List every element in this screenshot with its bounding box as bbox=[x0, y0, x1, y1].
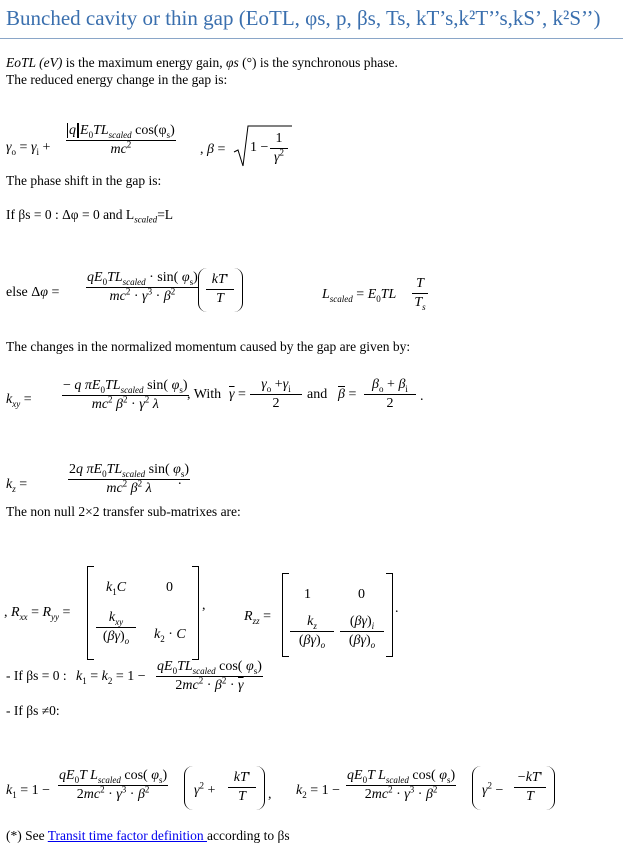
else-delta-phi: else Δφ = bbox=[6, 285, 60, 300]
period-2: . bbox=[178, 473, 182, 488]
rxx-right-bracket bbox=[192, 566, 199, 660]
eq-beta-one: 1 − bbox=[250, 140, 269, 155]
scaled-subscript: scaled bbox=[134, 214, 158, 225]
k1-left-paren bbox=[184, 766, 193, 810]
period-1: . bbox=[420, 389, 424, 404]
k2-lhs: $k_2 = 1$ − bbox=[296, 783, 341, 800]
beta-bar-fraction: $\beta_o + \beta_i$ 2 bbox=[364, 377, 416, 412]
k1-right-paren bbox=[256, 766, 265, 810]
page-title: Bunched cavity or thin gap (EoTL, φs, p, βs, Ts, kT’s,k²T’’s,kS’, k²S’’) bbox=[6, 6, 601, 30]
rzz-lhs: $R_{zz}$ = bbox=[244, 609, 271, 626]
intro-line-1 bbox=[6, 55, 398, 71]
k2-left-paren bbox=[472, 766, 481, 810]
rxx-lhs: , $R_{xx} = R_{yy}$ = bbox=[4, 605, 71, 622]
rxx-kxy-fraction: $k_{xy}$ $(\beta\gamma)_o$ bbox=[96, 610, 136, 645]
title-divider bbox=[0, 38, 623, 39]
rzz-zero: 0 bbox=[358, 587, 365, 602]
rxx-left-bracket bbox=[87, 566, 94, 660]
if-beta-zero-line bbox=[6, 207, 173, 223]
kt-prime-fraction: kT' T bbox=[206, 272, 234, 307]
footer-note bbox=[6, 828, 290, 844]
delta-phi-fraction: $qE_0TL_{scaled} \cdot \sin$( $\varphi_s$) $mc^2 \cdot \gamma^3 \cdot \beta^2$ bbox=[87, 270, 198, 304]
k1-kt-fraction: kT' T bbox=[228, 770, 256, 805]
if-beta-zero-end: =L bbox=[157, 207, 174, 222]
k2-fraction: $qE_0T$ $L_{scaled}$ cos( $\varphi_s$) $2mc^2 \cdot \gamma^3 \cdot \beta^2$ bbox=[347, 768, 456, 802]
rzz-betagamma-fraction: $(\beta\gamma)_i$ $(\beta\gamma)_o$ bbox=[340, 614, 384, 649]
momentum-text: The changes in the normalized momentum caused by the gap are given by: bbox=[6, 339, 411, 354]
k1-fraction: $qE_0T$ $L_{scaled}$ cos( $\varphi_s$) $2mc^2 \cdot \gamma^3 \cdot \beta^2$ bbox=[59, 768, 168, 802]
rzz-kz-fraction: $k_z$ $(\beta\gamma)_o$ bbox=[290, 614, 334, 649]
beta-bar-lhs: $\overline{\beta}$ = bbox=[338, 387, 357, 402]
if-beta-zero-text: If βs = 0 : Δφ = 0 and L bbox=[6, 207, 135, 222]
k1k2-fraction: $qE_0TL_{scaled}$ cos( $\varphi_s$) $2mc^2 \cdot \beta^2 \cdot \overline{\gamma}$ bbox=[157, 659, 262, 693]
and-label: and bbox=[307, 387, 328, 402]
rxx-zero: 0 bbox=[166, 580, 173, 595]
intro-end: (°) is the synchronous phase. bbox=[238, 55, 398, 70]
comma-2: , bbox=[268, 787, 272, 802]
transit-time-factor-link[interactable]: Transit time factor definition bbox=[47, 828, 207, 843]
phase-shift-text: The phase shift in the gap is: bbox=[6, 173, 162, 188]
k2-gamma-sq: $\gamma^2$ − bbox=[482, 780, 504, 798]
if-bs-nonzero-label: - If βs ≠0: bbox=[6, 703, 60, 718]
k1-gamma-sq: $\gamma^2$ + bbox=[194, 780, 216, 798]
intro-line-2: The reduced energy change in the gap is: bbox=[6, 72, 228, 87]
footer-prefix: (*) See bbox=[6, 828, 48, 843]
footer-suffix: according to βs bbox=[206, 828, 290, 843]
intro-text: is the maximum energy gain, bbox=[62, 55, 226, 70]
else-label: else bbox=[6, 285, 28, 300]
if-bs0-label: - If βs = 0 : bbox=[6, 668, 67, 683]
kz-fraction: 2q $\pi E_0TL_{scaled}$ sin( $\varphi_s$) $mc^2$ $\beta^2$ λ bbox=[69, 462, 190, 496]
eq-gamma-lhs: $\gamma_o = \gamma_i$ + bbox=[6, 140, 51, 157]
t-over-ts-fraction: T $T_s$ bbox=[412, 276, 428, 311]
k1-lhs: $k_1 = 1$ − bbox=[6, 783, 51, 800]
with-label: , With bbox=[187, 387, 222, 402]
k2-kt-fraction: −kT' T bbox=[514, 770, 546, 805]
eq-gamma-fraction: q $E_0TL_{scaled}$ $\cos(\varphi_s)$ $mc^2$ bbox=[66, 123, 176, 158]
k1k2-lhs: $k_1 = k_2 = 1$ − bbox=[76, 669, 146, 686]
gamma-bar-fraction: $\gamma_o +\gamma_i$ 2 bbox=[250, 377, 302, 412]
rxx-k2c: $k_2 \cdot C$ bbox=[154, 627, 186, 644]
rzz-left-bracket bbox=[282, 573, 289, 657]
kz-lhs: $k_z$ = bbox=[6, 477, 28, 494]
rzz-one: 1 bbox=[304, 587, 311, 602]
k2-right-paren bbox=[546, 766, 555, 810]
right-paren bbox=[234, 268, 243, 312]
eq-beta-fraction: 1 $\gamma^2$ bbox=[270, 131, 288, 166]
rxx-k1c: $k_1C$ bbox=[106, 580, 127, 597]
kxy-lhs: $k_{xy}$ = bbox=[6, 392, 32, 409]
phi-s-variable: φs bbox=[225, 55, 239, 70]
gamma-bar-lhs: $\overline{\gamma}$ = bbox=[229, 387, 246, 402]
period-3: . bbox=[395, 601, 399, 616]
rzz-right-bracket bbox=[386, 573, 393, 657]
l-scaled-lhs: $L_{scaled} = E_0TL$ bbox=[322, 287, 397, 304]
comma-1: , bbox=[202, 598, 206, 613]
kxy-fraction: − q $\pi E_0TL_{scaled}$ sin( $\varphi_s$) $mc^2$ $\beta^2 \cdot \gamma^2$ λ bbox=[63, 378, 188, 412]
eq-beta-lhs: , β = bbox=[200, 142, 226, 157]
eotl-variable: EoTL (eV) bbox=[6, 55, 63, 70]
transfer-text: The non null 2×2 transfer sub-matrixes are: bbox=[6, 504, 241, 519]
